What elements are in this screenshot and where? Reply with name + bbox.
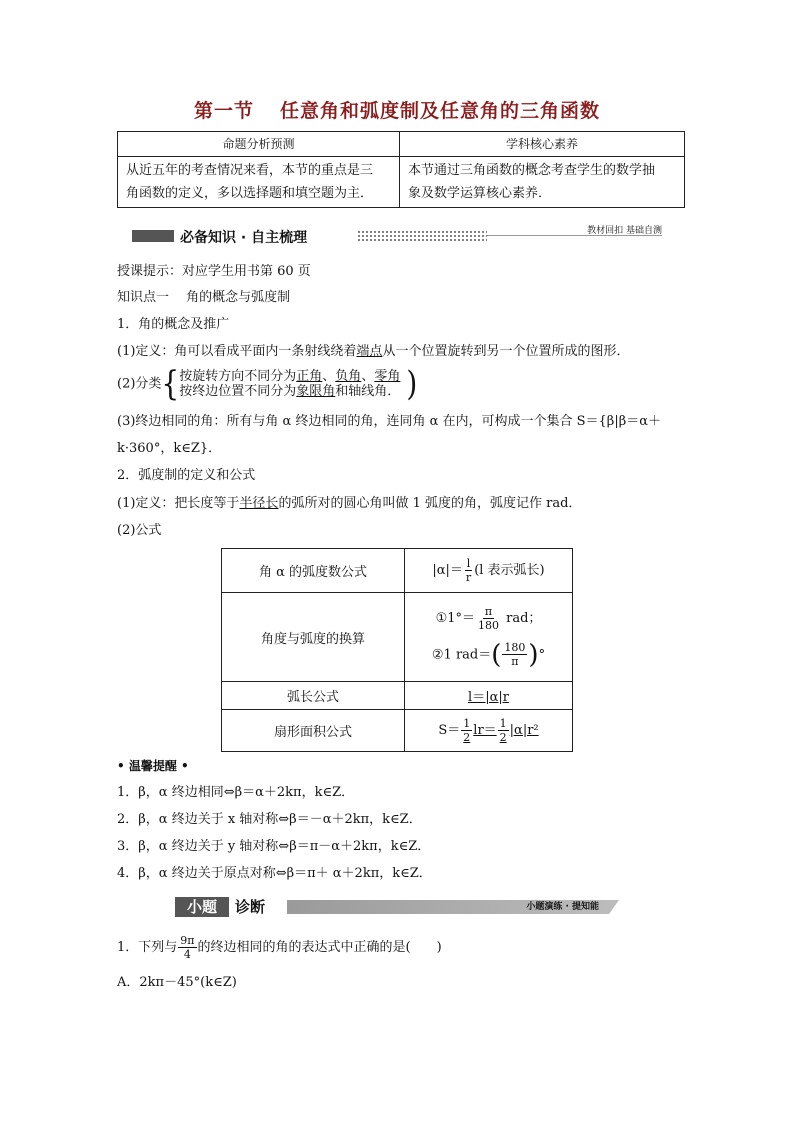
- formula-label-sector: 扇形面积公式: [222, 710, 405, 752]
- definition-1: (1)定义：角可以看成平面内一条射线绕着端点从一个位置旋转到另一个位置所成的图形．: [117, 344, 630, 359]
- quiz-banner-tag: 小题: [175, 897, 229, 917]
- formula-label-conversion: 角度与弧度的换算: [222, 593, 405, 682]
- quiz-banner-title: 诊断: [235, 898, 266, 916]
- classification: (2)分类{ 按旋转方向不同分为正角、负角、零角 按终边位置不同分为象限角和轴线角． ): [117, 363, 418, 404]
- section-bar-right: 教材回扣 基础自测: [587, 226, 662, 236]
- formula-table: [221, 548, 573, 752]
- formula-radian: |α|＝ $\frac{l}{r}$ (l 表示弧长): [405, 549, 573, 593]
- section-bar-dots: [357, 230, 487, 241]
- analysis-body-left: 从近五年的考查情况来看，本节的重点是三 角函数的定义，多以选择题和填空题为主．: [118, 157, 400, 208]
- analysis-head-right: 学科核心素养: [400, 132, 685, 157]
- definition-2: (1)定义：把长度等于半径长的弧所对的圆心角叫做 1 弧度的角，弧度记作 rad．: [117, 496, 582, 511]
- reminder-title: • 温馨提醒 •: [117, 759, 189, 773]
- formula-sector: S＝ $\frac{1}{2}$ lr＝ $\frac{1}{2}$ |α|r²: [405, 710, 573, 752]
- formula-label: (2)公式: [117, 523, 162, 538]
- page-title: 第一节 任意角和弧度制及任意角的三角函数: [193, 100, 601, 122]
- quiz-banner: [175, 897, 619, 917]
- formula-arc: l＝|α|r: [405, 682, 573, 710]
- coterminal-line-2: k·360°，k∈Z}．: [117, 441, 222, 456]
- section-bar-label: 必备知识 · 自主梳理: [180, 230, 308, 246]
- formula-label-arc: 弧长公式: [222, 682, 405, 710]
- formula-label-radian: 角 α 的弧度数公式: [222, 549, 405, 593]
- formula-conversion: ①1°＝ $\frac{\pi}{180}$ rad； ②1 rad＝( $\frac{180}{\pi}$ )°: [405, 593, 573, 682]
- coterminal-line-1: (3)终边相同的角：所有与角 α 终边相同的角，连同角 α 在内，可构成一个集合 S＝{β|β＝α＋: [117, 414, 662, 429]
- reminder-2: 2．β，α 终边关于 x 轴对称⇔β＝－α＋2kπ，k∈Z．: [117, 812, 422, 827]
- hint-text: 授课提示：对应学生用书第 60 页: [117, 264, 311, 279]
- subsection-2: 2．弧度制的定义和公式: [117, 468, 256, 483]
- question-1: 1．下列与 $\frac{9\pi}{4}$ 的终边相同的角的表达式中正确的是( ): [117, 934, 442, 961]
- analysis-body-right: 本节通过三角函数的概念考查学生的数学抽 象及数学运算核心素养．: [400, 157, 685, 208]
- analysis-head-left: 命题分析预测: [118, 132, 400, 157]
- quiz-banner-right: 小题演练 · 提知能: [526, 902, 599, 912]
- knowledge-point-1: 知识点一 角的概念与弧度制: [117, 290, 291, 305]
- option-a: A．2kπ－45°(k∈Z): [117, 975, 237, 990]
- reminder-4: 4．β，α 终边关于原点对称⇔β＝π＋ α＋2kπ，k∈Z．: [117, 866, 432, 881]
- section-bar-block: [132, 230, 174, 242]
- reminder-3: 3．β，α 终边关于 y 轴对称⇔β＝π－α＋2kπ，k∈Z．: [117, 839, 431, 854]
- analysis-table: [117, 131, 685, 208]
- section-bar: [122, 227, 662, 245]
- subsection-1: 1．角的概念及推广: [117, 317, 230, 332]
- reminder-1: 1．β，α 终边相同⇔β＝α＋2kπ，k∈Z．: [117, 785, 355, 800]
